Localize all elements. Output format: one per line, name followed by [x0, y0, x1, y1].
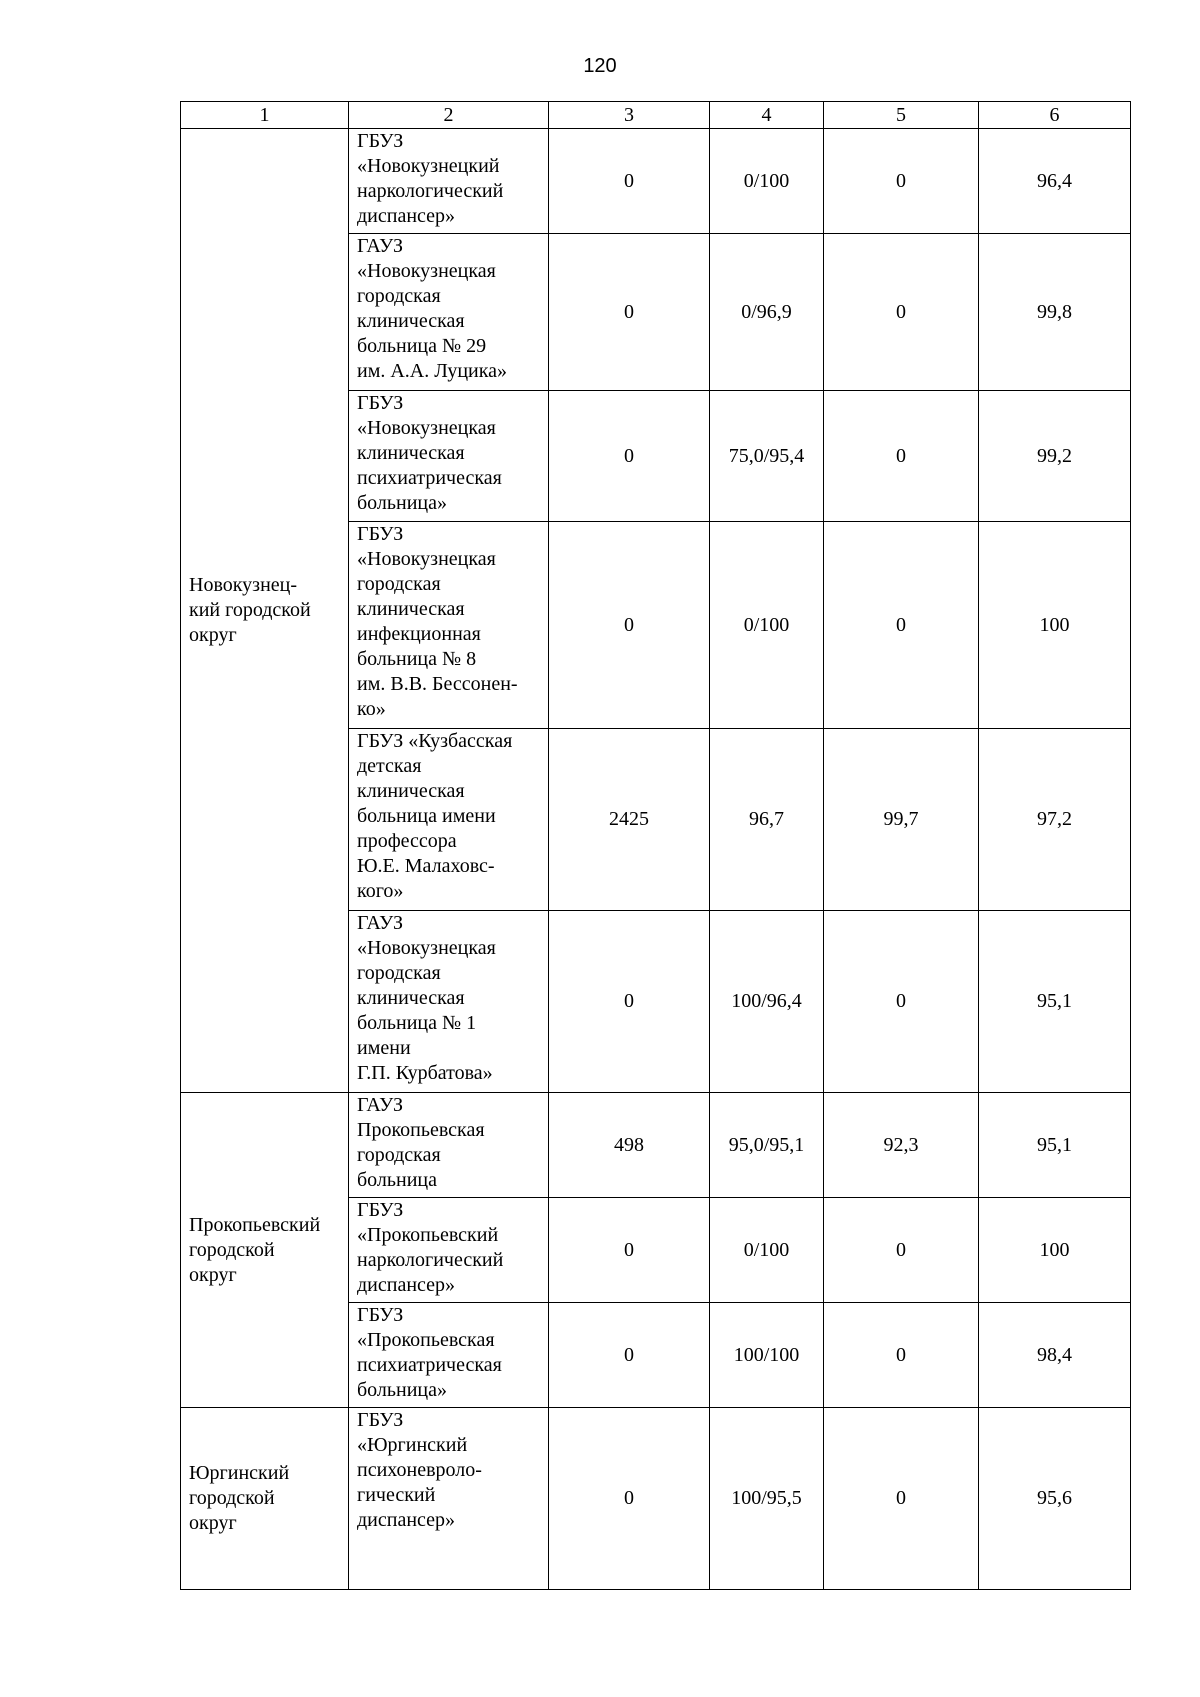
value-cell: 0	[549, 911, 710, 1093]
value-cell: 95,0/95,1	[710, 1093, 824, 1198]
value-cell: 0	[824, 1408, 979, 1590]
district-cell: Юргинский городской округ	[181, 1408, 349, 1590]
value-cell: 96,7	[710, 729, 824, 911]
value-cell: 95,1	[979, 1093, 1131, 1198]
value-cell: 99,8	[979, 234, 1131, 391]
table-row	[181, 1408, 1131, 1590]
table-row	[181, 129, 1131, 234]
organization-cell: ГБУЗ «Новокузнецкая клиническая психиатрическая больница»	[349, 391, 549, 522]
organization-cell: ГБУЗ «Прокопьевская психиатрическая больница»	[349, 1303, 549, 1408]
value-cell: 96,4	[979, 129, 1131, 234]
organization-cell: ГАУЗ Прокопьевская городская больница	[349, 1093, 549, 1198]
value-cell: 99,2	[979, 391, 1131, 522]
value-cell: 0	[824, 234, 979, 391]
value-cell: 0	[549, 1198, 710, 1303]
value-cell: 99,7	[824, 729, 979, 911]
organization-cell: ГБУЗ «Кузбасская детская клиническая больница имени профессора Ю.Е. Малаховс- кого»	[349, 729, 549, 911]
value-cell: 0	[824, 391, 979, 522]
value-cell: 0/100	[710, 1198, 824, 1303]
value-cell: 100	[979, 522, 1131, 729]
value-cell: 100	[979, 1198, 1131, 1303]
organization-cell: ГБУЗ «Юргинский психоневроло- гический диспансер»	[349, 1408, 549, 1590]
district-cell: Новокузнец- кий городской округ	[181, 129, 349, 1093]
value-cell: 92,3	[824, 1093, 979, 1198]
column-header: 2	[349, 102, 549, 129]
value-cell: 0/100	[710, 129, 824, 234]
value-cell: 100/100	[710, 1303, 824, 1408]
value-cell: 498	[549, 1093, 710, 1198]
column-header: 6	[979, 102, 1131, 129]
column-header: 1	[181, 102, 349, 129]
value-cell: 0/100	[710, 522, 824, 729]
organization-cell: ГБУЗ «Новокузнецкая городская клиническая инфекционная больница № 8 им. В.В. Бессонен- ко»	[349, 522, 549, 729]
value-cell: 0	[824, 911, 979, 1093]
page-number: 120	[583, 55, 617, 77]
value-cell: 75,0/95,4	[710, 391, 824, 522]
value-cell: 0	[824, 522, 979, 729]
value-cell: 0	[824, 129, 979, 234]
column-header: 3	[549, 102, 710, 129]
value-cell: 0/96,9	[710, 234, 824, 391]
value-cell: 95,1	[979, 911, 1131, 1093]
value-cell: 0	[549, 1303, 710, 1408]
data-table	[180, 101, 1131, 1590]
organization-cell: ГАУЗ «Новокузнецкая городская клиническая больница № 29 им. А.А. Луцика»	[349, 234, 549, 391]
table-row	[181, 1093, 1131, 1198]
header-row	[181, 102, 1131, 129]
organization-cell: ГБУЗ «Новокузнецкий наркологический диспансер»	[349, 129, 549, 234]
value-cell: 0	[549, 522, 710, 729]
value-cell: 100/95,5	[710, 1408, 824, 1590]
organization-cell: ГАУЗ «Новокузнецкая городская клиническая больница № 1 имени Г.П. Курбатова»	[349, 911, 549, 1093]
value-cell: 0	[549, 391, 710, 522]
value-cell: 0	[824, 1303, 979, 1408]
value-cell: 0	[549, 1408, 710, 1590]
value-cell: 95,6	[979, 1408, 1131, 1590]
organization-cell: ГБУЗ «Прокопьевский наркологический диспансер»	[349, 1198, 549, 1303]
value-cell: 0	[824, 1198, 979, 1303]
value-cell: 2425	[549, 729, 710, 911]
district-cell: Прокопьевский городской округ	[181, 1093, 349, 1408]
value-cell: 97,2	[979, 729, 1131, 911]
value-cell: 0	[549, 129, 710, 234]
value-cell: 0	[549, 234, 710, 391]
column-header: 4	[710, 102, 824, 129]
value-cell: 98,4	[979, 1303, 1131, 1408]
value-cell: 100/96,4	[710, 911, 824, 1093]
column-header: 5	[824, 102, 979, 129]
